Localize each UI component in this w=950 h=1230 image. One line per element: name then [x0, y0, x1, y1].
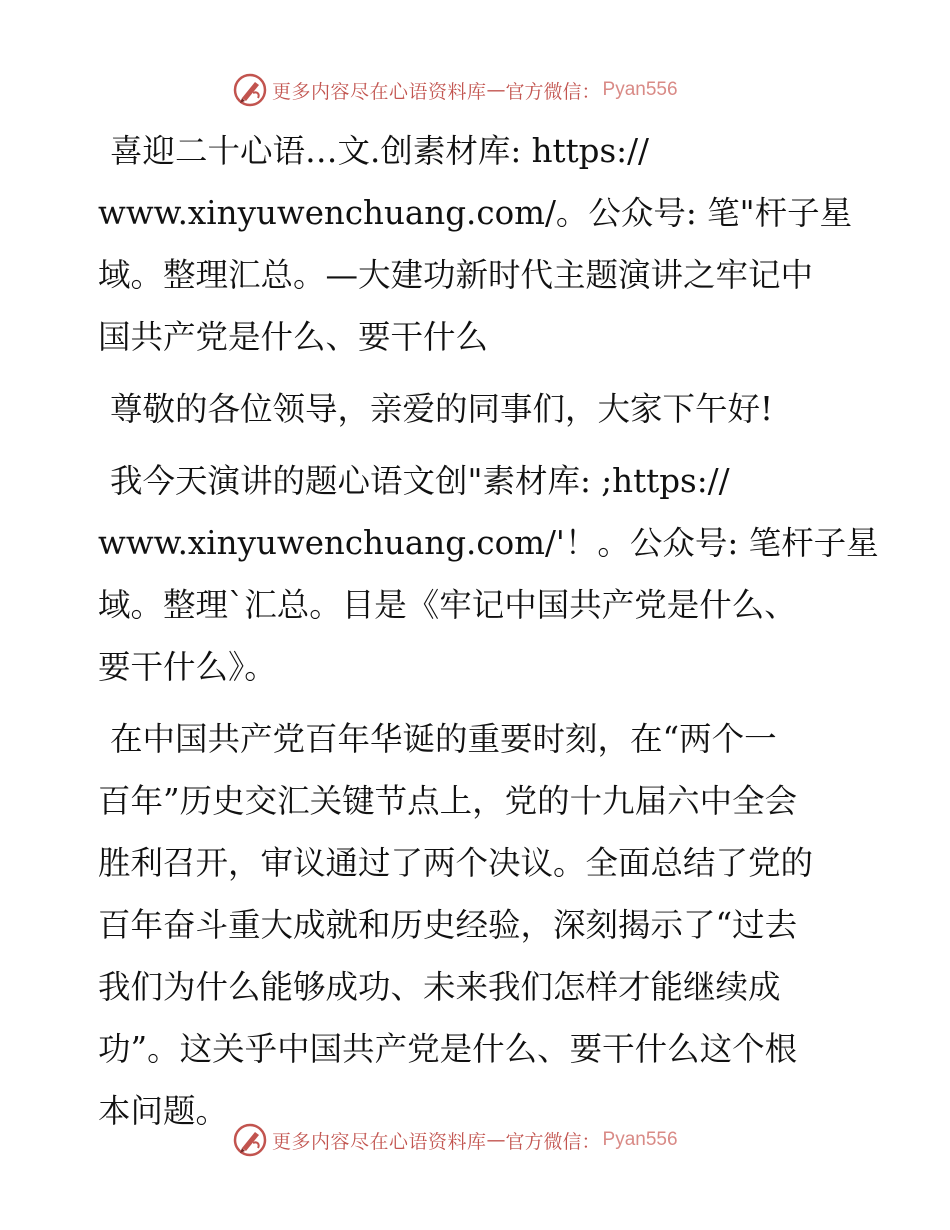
paragraph-topic [98, 450, 879, 698]
pen-logo-icon [233, 1123, 267, 1157]
paragraph-intro [98, 120, 853, 368]
text-line: 域。整理`汇总。目是《牢记中国共产党是什么、 [98, 586, 797, 624]
text-line: 功”。这关乎中国共产党是什么、要干什么这个根 [98, 1030, 798, 1068]
footer-banner[interactable] [233, 1122, 713, 1158]
text-line: www.xinyuwenchuang.com/。公众号: 笔"杆子星 [98, 194, 853, 232]
banner-wechat-id: Pyan556 [602, 1129, 678, 1150]
banner-separator: — [486, 1129, 506, 1151]
banner-wechat-label: 官方微信： [505, 80, 601, 103]
text-line: 域。整理汇总。—大建功新时代主题演讲之牢记中 [98, 256, 814, 294]
banner-wechat-label: 官方微信： [505, 1130, 601, 1153]
banner-separator: — [486, 79, 506, 101]
text-line: 百年奋斗重大成就和历史经验，深刻揭示了“过去 [98, 906, 798, 944]
text-line: 尊敬的各位领导，亲爱的同事们，大家下午好! [110, 390, 774, 428]
text-line: 百年”历史交汇关键节点上，党的十九届六中全会 [98, 782, 798, 820]
text-line: 在中国共产党百年华诞的重要时刻，在“两个一 [110, 720, 777, 758]
text-line: 喜迎二十心语…文.创素材库: https:// [110, 132, 649, 170]
text-line: 要干什么》。 [98, 648, 277, 686]
banner-site-text: 更多内容尽在心语资料库 [272, 1130, 487, 1153]
banner-wechat-id: Pyan556 [602, 79, 678, 100]
text-line: 胜利召开，审议通过了两个决议。全面总结了党的 [98, 844, 814, 882]
text-line: 本问题。 [98, 1092, 229, 1130]
pen-logo-icon [233, 73, 267, 107]
text-line: 我今天演讲的题心语文创"素材库: ;https:// [110, 462, 730, 500]
header-banner[interactable] [233, 72, 713, 108]
document-body [98, 120, 879, 1152]
banner-site-text: 更多内容尽在心语资料库 [272, 80, 487, 103]
paragraph-greeting [98, 378, 850, 440]
text-line: www.xinyuwenchuang.com/'！。公众号: 笔杆子星 [98, 524, 879, 562]
paragraph-body [98, 708, 850, 1142]
text-line: 我们为什么能够成功、未来我们怎样才能继续成 [98, 968, 781, 1006]
text-line: 国共产党是什么、要干什么 [98, 318, 489, 356]
